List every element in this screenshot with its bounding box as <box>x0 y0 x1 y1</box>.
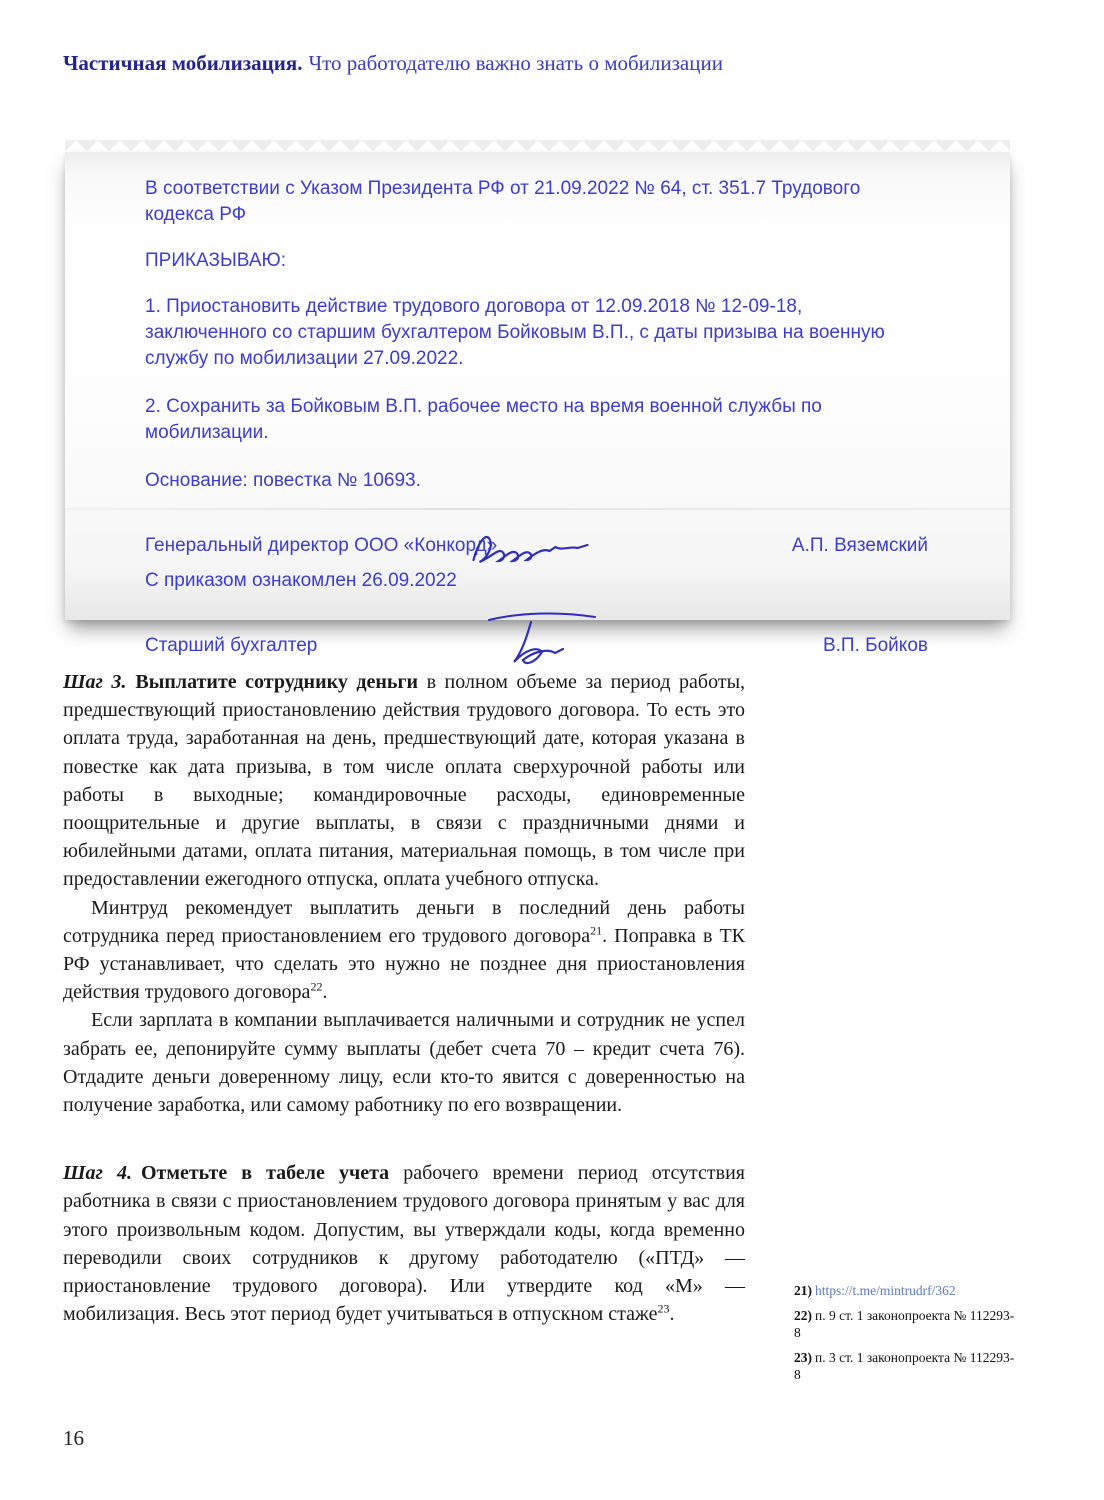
footnote-number: 22) <box>794 1307 812 1323</box>
step3-label: Шаг 3. <box>63 671 127 693</box>
footnote-23 <box>794 1349 1020 1384</box>
director-signature-row <box>145 524 928 568</box>
order-accountant-label: Старший бухгалтер <box>145 635 318 656</box>
mintrud-paragraph <box>63 894 745 1007</box>
order-acknowledgement: С приказом ознакомлен 26.09.2022 <box>145 570 457 591</box>
order-decree-word: ПРИКАЗЫВАЮ: <box>145 250 286 271</box>
order-scan <box>65 152 1010 656</box>
order-basis: Основание: повестка № 10693. <box>145 470 421 491</box>
footnote-22 <box>794 1307 1020 1342</box>
order-item-2: 2. Сохранить за Бойковым В.П. рабочее место на время военной службы по мобилизации. <box>145 396 822 443</box>
header-title-bold: Частичная мобилизация. <box>63 51 303 75</box>
page-number: 16 <box>63 1426 84 1450</box>
footnote-number: 23) <box>794 1349 812 1365</box>
footnote-number: 21) <box>794 1283 812 1298</box>
footnote-ref-22: 22 <box>310 979 323 994</box>
step3-paragraph <box>63 668 745 894</box>
paragraph-text: . Поправка в ТК РФ устанавливает, что сделать это нужно не позднее дня приостановления действия трудового договора <box>63 924 745 1004</box>
footnotes <box>794 1282 1020 1391</box>
order-accountant-name: В.П. Бойков <box>822 635 928 656</box>
footnote-21 <box>794 1282 1020 1300</box>
step4-lead: Отметьте в табеле учета <box>140 1162 390 1185</box>
footnote-text: п. 9 ст. 1 законопроекта № 112293-8 <box>794 1307 1015 1340</box>
footnote-ref-21: 21 <box>590 923 603 938</box>
paragraph-text: Минтруд рекомендует выплатить деньги в последний день работы сотрудника перед приостановлением его трудового договора <box>63 896 745 947</box>
header-title-rest: Что работодателю важно знать о мобилизации <box>308 51 723 75</box>
step3-text: в полном объеме за период работы, предшествующий приостановлению действия трудового договора. То есть это оплата труда, заработанная на день, предшествующий дате, которая указана в повестке как дата призыва, в том числе оплата сверхурочной работы или работы в выходные; командировочные расходы, единовременные поощрительные и другие выплаты, в связи с праздничными днями и юбилейными датами, оплата питания, материальная помощь, в том числе при предоставлении ежегодного отпуска, оплата учебного отпуска. <box>63 671 746 891</box>
footnote-link[interactable]: https://t.me/mintrudrf/362 <box>815 1283 956 1298</box>
step4-paragraph <box>63 1159 745 1328</box>
paragraph-text: . <box>322 981 328 1004</box>
order-intro: В соответствии с Указом Президента РФ от 21.09.2022 № 64, ст. 351.7 Трудового кодекса РФ <box>145 178 861 225</box>
accountant-signature-row <box>145 624 928 668</box>
accountant-signature <box>483 608 603 668</box>
order-item-1: 1. Приостановить действие трудового договора от 12.09.2018 № 12-09-18, заключенного со старшим бухгалтером Бойковым В.П., с даты призыва на военную службу по мобилизации 27.09.2022. <box>145 296 885 369</box>
footnote-text: п. 3 ст. 1 законопроекта № 112293-8 <box>794 1349 1015 1382</box>
page-header <box>63 50 723 76</box>
director-signature <box>465 524 595 568</box>
order-scan-content <box>65 152 1010 668</box>
order-director-name: А.П. Вяземский <box>791 535 928 556</box>
cash-salary-paragraph: Если зарплата в компании выплачивается наличными и сотрудник не успел забрать ее, депонируйте сумму выплаты (дебет счета 70 – кредит счета 76). Отдадите деньги доверенному лицу, если кто-то явится с доверенностью на получение заработка, или самому работнику по его возвращении. <box>63 1009 745 1117</box>
step4-label: Шаг 4. <box>63 1162 132 1185</box>
order-director-label: Генеральный директор ООО «Конкорд» <box>145 535 498 556</box>
footnote-ref-23: 23 <box>657 1301 670 1316</box>
step4-tail: . <box>669 1303 675 1326</box>
step3-lead: Выплатите сотруднику деньги <box>135 671 419 693</box>
step4-text: рабочего времени период отсутствия работника в связи с приостановлением трудового договора принятым у вас для этого произвольным кодом. Допустим, вы утверждали коды, когда временно переводили своих сотрудников к другому работодателю («ПТД» — приостановление трудового договора). Или утвердите код «М» — мобилизация. Весь этот период будет учитываться в отпускном стаже <box>63 1162 745 1326</box>
article-body <box>63 668 745 1328</box>
